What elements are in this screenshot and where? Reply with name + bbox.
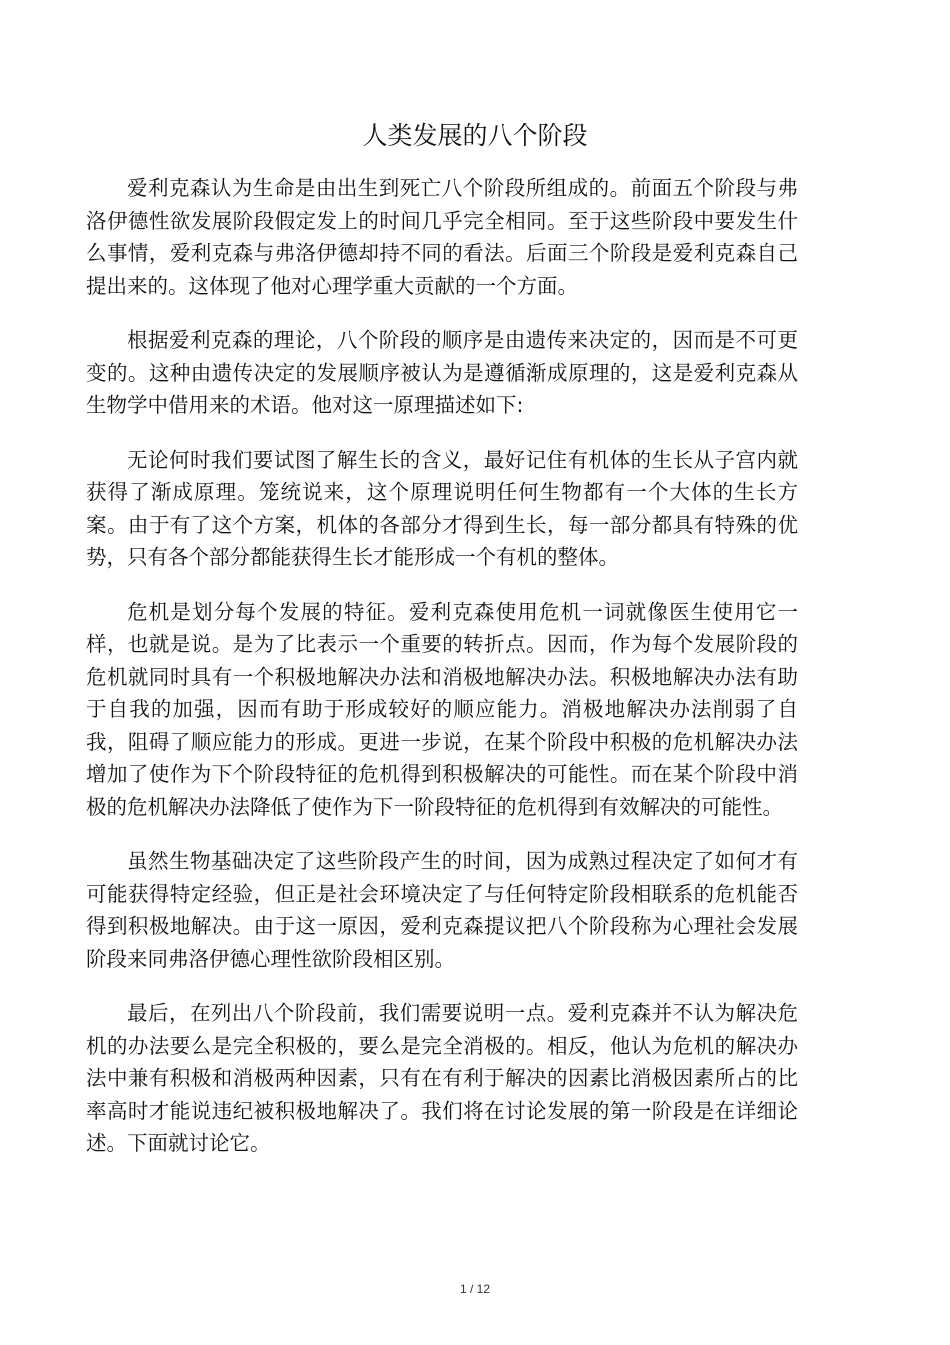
paragraph-6: 最后，在列出八个阶段前，我们需要说明一点。爱利克森并不认为解决危机的办法要么是完全积极的，要么是完全消极的。相反，他认为危机的解决办法中兼有积极和消极两种因素，只有在有利于解决的因素比消极因素所占的比率高时才能说违纪被积极地解决了。我们将在讨论发展的第一阶段是在详细论述。下面就讨论它。 [86, 1001, 798, 1155]
paragraph-5: 虽然生物基础决定了这些阶段产生的时间，因为成熟过程决定了如何才有可能获得特定经验，但正是社会环境决定了与任何特定阶段相联系的危机能否得到积极地解决。由于这一原因，爱利克森提议把八个阶段称为心理社会发展阶段来同弗洛伊德心理性欲阶段相区别。 [86, 849, 798, 971]
paragraph-2: 根据爱利克森的理论，八个阶段的顺序是由遗传来决定的，因而是不可更变的。这种由遗传决定的发展顺序被认为是遵循渐成原理的，这是爱利克森从生物学中借用来的术语。他对这一原理描述如下: [86, 328, 798, 417]
paragraph-4: 危机是划分每个发展的特征。爱利克森使用危机一词就像医生使用它一样，也就是说。是为了比表示一个重要的转折点。因而，作为每个发展阶段的危机就同时具有一个积极地解决办法和消极地解决办法。积极地解决办法有助于自我的加强，因而有助于形成较好的顺应能力。消极地解决办法削弱了自我，阻碍了顺应能力的形成。更进一步说，在某个阶段中积极的危机解决办法增加了使作为下个阶段特征的危机得到积极解决的可能性。而在某个阶段中消极的危机解决办法降低了使作为下一阶段特征的危机得到有效解决的可能性。 [86, 599, 798, 819]
page-number: 1 / 12 [459, 1282, 491, 1296]
document-body [86, 172, 798, 1182]
paragraph-3: 无论何时我们要试图了解生长的含义，最好记住有机体的生长从子宫内就获得了渐成原理。笼统说来，这个原理说明任何生物都有一个大体的生长方案。由于有了这个方案，机体的各部分才得到生长，每一部分都具有特殊的优势，只有各个部分都能获得生长才能形成一个有机的整体。 [86, 447, 798, 569]
paragraph-1: 爱利克森认为生命是由出生到死亡八个阶段所组成的。前面五个阶段与弗洛伊德性欲发展阶段假定发上的时间几乎完全相同。至于这些阶段中要发生什么事情，爱利克森与弗洛伊德却持不同的看法。后面三个阶段是爱利克森自己提出来的。这体现了他对心理学重大贡献的一个方面。 [86, 176, 798, 298]
document-title: 人类发展的八个阶段 [362, 121, 588, 150]
